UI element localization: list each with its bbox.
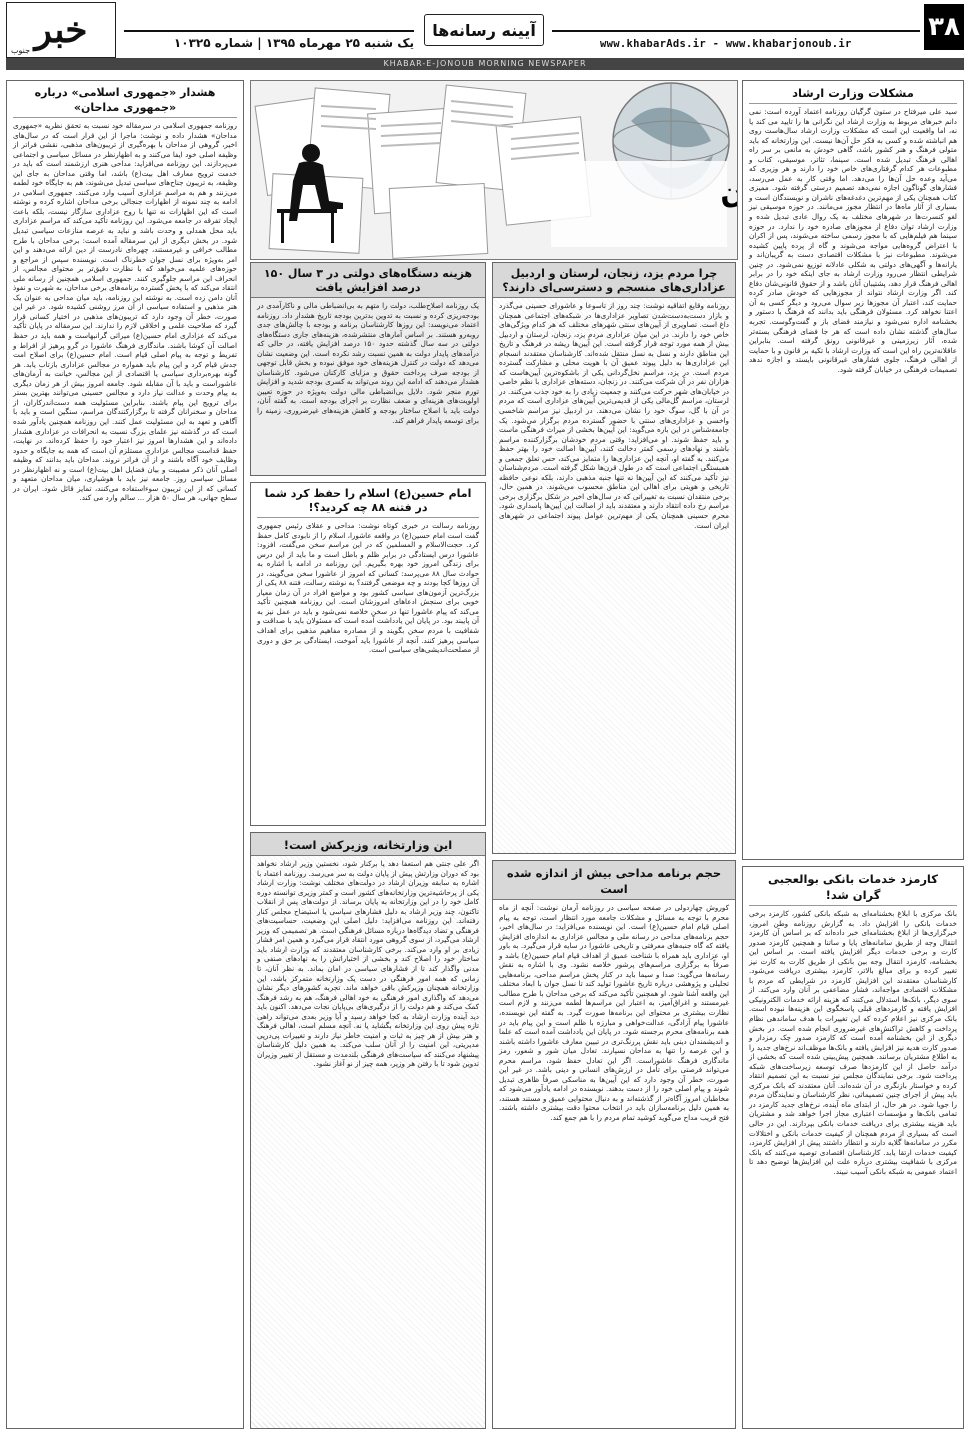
article-body: یک روزنامه اصلاح‌طلب، دولت را متهم به بی‌انضباطی مالی و ناکارآمدی در بودجه‌ریزی کرده و نسبت به تدوین بدترین بودجه تاریخ هشدار داد. روزنامه اعتماد می‌نویسد: این روزها کارشناسان برنامه و بودجه با چالش‌های جدی روبه‌رو هستند. بر اساس آمارهای منتشرشده، هزینه‌های جاری دستگاه‌های دولتی در سه سال گذشته حدود ۱۵۰ درصد افزایش یافته، در حالی که درآمدهای پایدار دولت به همین نسبت رشد نکرده است. این وضعیت نشان می‌دهد که دولت در کنترل هزینه‌های خود موفق نبوده و بخش قابل توجهی از بودجه صرف پرداخت حقوق و مزایای کارکنان می‌شود. کارشناسان هشدار می‌دهند که ادامه این روند می‌تواند به کسری بودجه شدید و افزایش تورم منجر شود. دلایل بی‌انضباطی مالی دولت به‌ویژه در حوزه تعیین اولویت‌های هزینه‌ای و ضعف نظارت بر اجرای بودجه است. به گفته آنان، دولت باید با اصلاح ساختار بودجه و کاهش هزینه‌های غیرضروری، زمینه را برای توسعه پایدار فراهم کند. — [257, 301, 480, 425]
article-title: هزینه دستگاه‌های دولتی در ۳ سال ۱۵۰ درصد افزایش یافت — [251, 263, 485, 298]
page-number: ۳۸ — [924, 4, 964, 50]
article-ershad-problems — [742, 80, 964, 860]
article-title: امام حسین(ع) اسلام را حفظ کرد شما در فتنه ۸۸ چه کردید؟! — [257, 483, 479, 518]
hero-illustration — [250, 80, 738, 260]
newspaper-logo[interactable] — [6, 2, 116, 58]
article-bank-fees — [742, 866, 964, 1429]
article-body: روزنامه رسالت در خبری کوتاه نوشت: مداحی و عقلای رئیس جمهوری گفت است امام حسین(ع) در واقعه عاشورا، اسلام را از نابودی کامل حفظ کرد. حجت‌الاسلام و المسلمین که در این مراسم سخن می‌گفت، افزود: عاشورا درس ایستادگی در برابر ظلم و باطل است و ما باید از این درس برای زندگی امروز خود بهره بگیریم. این روزنامه در ادامه با اشاره به حوادث سال ۸۸ می‌پرسد: کسانی که امروز از عاشورا سخن می‌گویند، در آن روزها کجا بودند و چه موضعی گرفتند؟ به نوشته رسالت، فتنه ۸۸ یکی از بزرگ‌ترین آزمون‌های سیاسی کشور بود و مواضع افراد در آن زمان معیار خوبی برای سنجش ادعاهای امروزشان است. این روزنامه همچنین تأکید می‌کند که پیام عاشورا تنها در سخن خلاصه نمی‌شود و باید در عمل نیز به آن پایبند بود. در پایان این یادداشت آمده است که مسئولان باید با صداقت و شفافیت با مردم سخن بگویند و از مصادره مفاهیم مذهبی برای اهداف سیاسی پرهیز کنند. آنچه از عاشورا باید آموخت، ایستادگی بر حق و دوری از مصلحت‌اندیشی‌های سیاسی است. — [257, 521, 480, 655]
logo-subtext: جنوب — [11, 46, 31, 55]
article-govt-expenses — [250, 262, 486, 476]
header-rule-right — [552, 30, 920, 32]
logo-text: خبر — [34, 9, 88, 51]
article-title: هشدار «جمهوری اسلامی» درباره «جمهوری مداحان» — [13, 81, 237, 118]
article-body: کوروش چهاردولی در صفحه سیاسی در روزنامه آرمان نوشت: آنچه از ماه محرم با توجه به مسائل و مشکلات جامعه مورد انتظار است، توجه به پیام اصلی قیام امام حسین(ع) است. این نویسنده می‌افزاید: در سال‌های اخیر، حجم برنامه‌های مداحی در رسانه ملی و مجالس عزاداری به اندازه‌ای افزایش یافته که گاه جنبه‌های معرفتی و تاریخی عاشورا در سایه قرار می‌گیرد. به باور او، عزاداری باید همراه با شناخت عمیق از اهداف قیام امام حسین(ع) باشد و صرفاً به برگزاری مراسم‌های پرشور خلاصه نشود. وی با اشاره به نقش رسانه‌ها می‌گوید: صدا و سیما باید در کنار پخش مراسم مداحی، برنامه‌هایی تحلیلی و پژوهشی درباره تاریخ عاشورا تولید کند تا نسل جوان با ابعاد مختلف این واقعه آشنا شود. او همچنین تأکید می‌کند که برخی مداحان با طرح مطالب غیرمستند و اغراق‌آمیز، به اعتبار این مراسم‌ها لطمه می‌زنند و لازم است نظارت بیشتری بر محتوای این برنامه‌ها صورت گیرد. به گفته این نویسنده، عاشورا پیام آزادگی، عدالت‌خواهی و مبارزه با ظلم است و این پیام باید در همه برنامه‌های محرم برجسته شود. در پایان این یادداشت آمده است که علما و اندیشمندان دینی باید نقش پررنگ‌تری در تبیین معارف عاشورا داشته باشند و این عرصه را تنها به مداحان نسپارند. تعادل میان شور و شعور، رمز ماندگاری فرهنگ عاشوراست. اگر این تعادل حفظ شود، مراسم محرم می‌تواند فرصتی برای تأمل در ارزش‌های انسانی و دینی باشد. در غیر این صورت، خطر آن وجود دارد که این آیین‌ها به مناسکی صرفاً ظاهری تبدیل شوند و پیام اصلی خود را از دست بدهند. نویسنده در ادامه یادآور می‌شود که مخاطبان امروز آگاه‌تر از گذشته‌اند و به دنبال محتوایی عمیق و مستند هستند، به همین دلیل برنامه‌سازان باید در انتخاب محتوا دقت بیشتری داشته باشند. فتح قریب مداح می‌گوید کوشید تمام مردم را با هم جمع کند. — [499, 903, 729, 1123]
article-title: کارمزد خدمات بانکی بوالعجبی گران شد! — [749, 867, 957, 906]
article-body: سید علی میرفتاح در ستون گرگیان روزنامه اعتماد آورده است: نمی دانم خبرهای مربوط به وزارت ارشاد این نگرانی ها را تایید می کند یا نه، اما واقعیت این است که مشکلات وزارت ارشاد سال‌هاست روی هم انباشته شده و کسی به فکر حل آن‌ها نیست. این وزارتخانه که باید متولی فرهنگ و هنر کشور باشد، گاهی خودش به مانعی بر سر راه اهالی فرهنگ تبدیل شده است. سینما، تئاتر، موسیقی، کتاب و مطبوعات هر کدام گرفتاری‌های خاص خود را دارند و هر وزیری که می‌آید وعده حل آن‌ها را می‌دهد. اما وقتی کار به عمل می‌رسد، فشارهای گوناگون اجازه نمی‌دهد تصمیم درستی گرفته شود. ممیزی کتاب همچنان یکی از مهم‌ترین دغدغه‌های ناشران و نویسندگان است و بسیاری از آثار ماه‌ها در انتظار مجوز می‌مانند. در حوزه موسیقی نیز لغو کنسرت‌ها در شهرهای مختلف به یک روال عادی تبدیل شده و وزارت ارشاد توان دفاع از مجوزهای صادره خود را ندارد. در حوزه سینما هم فیلم‌هایی که با مجوز رسمی ساخته می‌شوند، پس از اکران با اعتراض گروه‌هایی مواجه می‌شوند و گاه از پرده پایین کشیده می‌شوند. مطبوعات نیز با مشکلات اقتصادی دست به گریبان‌اند و یارانه‌ها و آگهی‌های دولتی به شکلی عادلانه توزیع نمی‌شود. در چنین شرایطی انتظار می‌رود وزارت ارشاد به جای اینکه خود را در برابر اهالی فرهنگ قرار دهد، پشتیبان آنان باشد و از حقوق قانونی‌شان دفاع کند. اگر وزارت ارشاد نتواند از مجوزهایی که خودش صادر کرده حمایت کند، اعتبار آن مجوزها زیر سوال می‌رود و دیگر کسی به آن اعتنا نخواهد کرد. مسئولان فرهنگی باید بدانند که فرهنگ با دستور و بخشنامه اداره نمی‌شود و نیازمند فضای باز و گفت‌وگوست. تجربه سال‌های گذشته نشان داده است که هر جا فضای فرهنگی بسته‌تر شده، آثار زیرزمینی و غیرقانونی رونق گرفته است. بنابراین عاقلانه‌ترین راه این است که وزارت ارشاد با تکیه بر قانون و با حمایت از اهالی فرهنگ، جلوی فشارهای غیرقانونی بایستد و اجازه ندهد تصمیمات فرهنگی در خیابان گرفته شود. — [749, 107, 957, 374]
article-title: این وزارتخانه، وزیرکش است! — [251, 833, 485, 856]
newspapers-illustration — [251, 81, 737, 259]
article-eulogists-republic — [6, 80, 244, 1429]
article-imam-hossein-88 — [250, 482, 486, 826]
article-body: روزنامه وقایع اتفاقیه نوشت: چند روز از تاسوعا و عاشورای حسینی می‌گذرد و بازار دست‌به‌دست‌شدن تصاویر عزاداری‌ها در شبکه‌های اجتماعی همچنان داغ است. تصاویری از آیین‌های سنتی شهرهای مختلف که هر کدام ویژگی‌های خاص خود را دارند. در این میان عزاداری مردم یزد، زنجان، لرستان و اردبیل بیش از همه مورد توجه قرار گرفته است. این آیین‌ها ریشه در فرهنگ و تاریخ این مناطق دارند و نسل به نسل منتقل شده‌اند. کارشناسان معتقدند انسجام این عزاداری‌ها به دلیل پیوند عمیق آن با هویت محلی و مشارکت گسترده مردم است. در یزد، مراسم نخل‌گردانی یکی از باشکوه‌ترین آیین‌هاست که هزاران نفر در آن شرکت می‌کنند. در زنجان، دسته‌های عزاداری با نظم خاصی در خیابان‌های شهر حرکت می‌کنند و جمعیت زیادی را به خود جذب می‌کنند. در لرستان، مراسم گل‌مالی یکی از قدیمی‌ترین آیین‌های عزاداری است که مردم در آن با گل، سوگ خود را نشان می‌دهند. در اردبیل نیز مراسم شاخسی واخسی و عزاداری‌های سنتی با حضور گسترده مردم برگزار می‌شود. یک جامعه‌شناس در این باره می‌گوید: این آیین‌ها بخشی از میراث فرهنگی ماست و باید حفظ شوند. او می‌افزاید: وقتی مردم خودشان برگزارکننده مراسم باشند و نهادهای رسمی کمتر دخالت کنند، آیین‌ها اصالت خود را بهتر حفظ می‌کنند. به گفته او، آنچه این عزاداری‌ها را متمایز می‌کند، حس تعلق جمعی و همبستگی اجتماعی است که در طول قرن‌ها شکل گرفته است. مردم‌شناسان نیز تأکید می‌کنند که این آیین‌ها نه تنها جنبه مذهبی دارند، بلکه نوعی حافظه تاریخی و هویتی برای اهالی این مناطق محسوب می‌شوند. در همین حال، برخی منتقدان نسبت به تغییراتی که در سال‌های اخیر در شکل برگزاری برخی مراسم رخ داده انتقاد دارند و معتقدند باید از اصالت این آیین‌ها پاسداری شود. محرم حسینی همچنان یکی از مهم‌ترین عوامل پیوند اجتماعی در شهرهای ایران است. — [493, 298, 735, 852]
website-urls[interactable]: www.khabarAds.ir - www.khabarjonoub.ir — [600, 38, 852, 50]
article-body: روزنامه جمهوری اسلامی در سرمقاله خود نسبت به تحقق نظریه «جمهوری مداحان» هشدار داده و نوشت: ماجرا از این قرار است که در سال‌های اخیر، گروهی از مداحان با بهره‌گیری از تریبون‌های مذهبی، نقشی فراتر از وظیفه اصلی خود ایفا می‌کنند و به اظهارنظر در مسائل سیاسی و اجتماعی می‌پردازند. این روزنامه می‌افزاید: مداحی هنری ارزشمند است که باید در خدمت ترویج معارف اهل بیت(ع) باشد، اما وقتی مداحان به جای این وظیفه، به تریبون جناح‌های سیاسی تبدیل می‌شوند، هم به جایگاه خود لطمه می‌زنند و هم به مراسم عزاداری آسیب وارد می‌کنند. جمهوری اسلامی در ادامه به چند نمونه از اظهارات جنجالی برخی مداحان اشاره کرده و نوشته است که این اظهارات نه تنها با روح عزاداری سازگار نیست، بلکه باعث ایجاد تفرقه در جامعه می‌شود. این روزنامه تأکید می‌کند که مراسم عزاداری باید محل همدلی و وحدت باشد و نباید به عرصه منازعات سیاسی تبدیل شود. در بخش دیگری از این سرمقاله آمده است: برخی مداحان با طرح مطالب خرافی و غیرمستند، چهره‌ای نادرست از دین ارائه می‌دهند و این امر به‌ویژه برای نسل جوان خطرناک است. نویسنده سپس از مراجع و حوزه‌های علمیه می‌خواهد که با نظارت دقیق‌تر بر محتوای مجالس، از انحراف این مراسم جلوگیری کنند. جمهوری اسلامی همچنین از رسانه ملی انتقاد می‌کند که با پخش گسترده برنامه‌های برخی مداحان، به شهرت و نفوذ آنان دامن زده است. به نوشته این روزنامه، باید میان مداحی به عنوان یک هنر مذهبی و استفاده سیاسی از آن مرز روشنی کشیده شود. در غیر این صورت، خطر آن وجود دارد که تریبون‌های مذهبی در اختیار کسانی قرار گیرد که صلاحیت علمی و اخلاقی لازم را ندارند. این سرمقاله در پایان تأکید می‌کند که عزاداری امام حسین(ع) میراثی گرانبهاست و همه باید در حفظ اصالت آن کوشا باشند. ماندگاری فرهنگ عاشورا در گرو پرهیز از افراط و تفریط و توجه به پیام اصلی قیام است. امام حسین(ع) برای اصلاح امت جدش قیام کرد و این پیام باید همواره در مجالس عزاداری بازتاب یابد. هر گونه بهره‌برداری سیاسی یا اقتصادی از این مجالس، خیانت به آرمان‌های عاشوراست و باید با آن مقابله شود. جامعه امروز بیش از هر زمان دیگری به پیام وحدت و عدالت نیاز دارد و مجالس حسینی می‌توانند بهترین بستر برای ترویج این پیام باشند. بنابراین مسئولیت همه دست‌اندرکاران، از مداحان و سخنرانان گرفته تا برگزارکنندگان مراسم، سنگین است و باید با آگاهی و تعهد به این مسئولیت عمل کنند. این روزنامه همچنین یادآور شده است که در گذشته نیز علمای بزرگ نسبت به انحرافات در عزاداری هشدار داده‌اند و این هشدارها امروز نیز اعتبار خود را حفظ کرده‌اند. در نهایت، حفظ قداست مجالس عزاداری مستلزم آن است که همه به جایگاه و حدود وظایف خود آگاه باشند و از آن فراتر نروند. مداحان باید بدانند که وظیفه اصلی آنان ذکر مصیبت و بیان فضایل اهل بیت(ع) است و نه اظهارنظر در مسائل سیاسی روز. جامعه نیز باید با هوشیاری، میان مداحان متعهد و کسانی که از این تریبون سوءاستفاده می‌کنند، تمایز قائل شود. ایران در سطح جهانی، ‌هر سال ۵۰ هزار ... سالم وارد می کند. — [13, 121, 237, 503]
hero-caption: آمین — [715, 163, 737, 210]
article-body: اگر علی جنتی هم استعفا دهد یا برکنار شود، نخستین وزیر ارشاد نخواهد بود که دوران وزارتش پیش از پایان دولت به سر می‌رسد. روزنامه اعتماد با اشاره به سابقه وزیران ارشاد در دولت‌های مختلف نوشت: وزارت ارشاد یکی از پرحاشیه‌ترین وزارتخانه‌های کشور است و کمتر وزیری توانسته دوره کامل خود را در این وزارتخانه به پایان برساند. از دولت‌های پس از انقلاب تاکنون، چند وزیر ارشاد به دلیل فشارهای سیاسی یا استیضاح مجلس کنار رفته‌اند. این روزنامه می‌افزاید: دلیل اصلی این وضعیت، حساسیت‌های فرهنگی و تضاد دیدگاه‌ها درباره مسائل فرهنگی است. هر تصمیمی که وزیر ارشاد می‌گیرد، از سوی گروهی مورد انتقاد قرار می‌گیرد و همین امر فشار زیادی بر او وارد می‌کند. برخی کارشناسان معتقدند که وزارت ارشاد باید ساختار خود را اصلاح کند و بخشی از اختیاراتش را به نهادهای صنفی و مدنی واگذار کند تا از فشارهای سیاسی در امان بماند. به نظر آنان، تا زمانی که همه امور فرهنگی در دست یک وزارتخانه متمرکز باشد، این وزارتخانه همچنان وزیرکش باقی خواهد ماند. تجربه کشورهای دیگر نشان می‌دهد که واگذاری امور فرهنگی به خود اهالی فرهنگ، هم به رشد فرهنگ کمک می‌کند و هم دولت را از درگیری‌های بی‌پایان نجات می‌دهد. اکنون باید دید آینده وزارت ارشاد به کجا خواهد رسید و آیا وزیر بعدی می‌تواند راهی تازه پیش روی این وزارتخانه بگشاید یا نه. آنچه مسلم است، اهالی فرهنگ و هنر بیش از هر چیز به ثبات و امنیت خاطر نیاز دارند و تغییرات پی‌درپی مدیریتی، این امنیت را از آنان سلب می‌کند. به همین دلیل کارشناسان پیشنهاد می‌کنند که سیاست‌های فرهنگی بلندمدت و مستقل از تغییر وزیران تدوین شود تا با رفتن هر وزیر، همه چیز از نو آغاز نشود. — [251, 856, 485, 1422]
article-ministry-minister-killer — [250, 832, 486, 1429]
masthead — [0, 0, 970, 58]
article-title: حجم برنامه مداحی بیش از اندازه شده است — [493, 861, 735, 900]
article-title: مشکلات وزارت ارشاد — [749, 81, 957, 104]
section-title: آیینه رسانه‌ها — [424, 14, 544, 46]
article-eulogy-volume — [492, 860, 736, 1429]
article-mourning-cities — [492, 262, 736, 854]
header-strip: KHABAR-E-JONOUB MORNING NEWSPAPER — [6, 58, 964, 70]
date-issue: یک شنبه ۲۵ مهرماه ۱۳۹۵ | شماره ۱۰۳۲۵ — [173, 36, 414, 50]
header-rule-left — [124, 30, 414, 32]
article-body: بانک مرکزی با ابلاغ بخشنامه‌ای به شبکه بانکی کشور، کارمزد برخی خدمات بانکی را افزایش داد. به گزارش روزنامه وطن امروز، خبرگزاری‌ها از ابلاغ بخشنامه‌ای خبر داده‌اند که بر اساس آن کارمزد انتقال وجه از طریق سامانه‌های پایا و ساتنا و همچنین کارمزد صدور کارت و برخی خدمات دیگر افزایش یافته است. بر اساس این بخشنامه، کارمزد انتقال وجه بین بانکی از طریق کارت به کارت نیز تغییر کرده و برای مبالغ بالاتر، کارمزد بیشتری دریافت می‌شود. کارشناسان معتقدند این افزایش کارمزد در شرایطی که مردم با مشکلات اقتصادی مواجه‌اند، فشار مضاعفی بر آنان وارد می‌کند. از سوی دیگر، بانک‌ها استدلال می‌کنند که هزینه ارائه خدمات الکترونیکی افزایش یافته و کارمزدهای قبلی پاسخگوی این هزینه‌ها نبوده است. بانک مرکزی نیز اعلام کرده که این تغییرات با هدف ساماندهی نظام پرداخت و کاهش تراکنش‌های غیرضروری انجام شده است. در بخش دیگری از این بخشنامه آمده است که کارمزد صدور چک رمزدار و صدور کارت هدیه نیز افزایش یافته و بانک‌ها موظف‌اند نرخ‌های جدید را به اطلاع مشتریان برسانند. همچنین پیش‌بینی شده است که بخشی از درآمد حاصل از این کارمزدها صرف توسعه زیرساخت‌های شبکه پرداخت شود. برخی نمایندگان مجلس نیز نسبت به این تصمیم انتقاد کرده و خواستار بازنگری در آن شده‌اند. آنان معتقدند که بانک مرکزی باید پیش از اجرای چنین تصمیماتی، نظر کارشناسان و نمایندگان مردم را جویا شود. در هر حال، از ابتدای ماه آینده، نرخ‌های جدید کارمزد در تمامی بانک‌ها و مؤسسات اعتباری مجاز اجرا خواهد شد و مشتریان باید هزینه بیشتری برای دریافت خدمات بانکی بپردازند. این در حالی است که بسیاری از مردم همچنان از کیفیت خدمات بانکی و اختلالات مکرر در سامانه‌ها گلایه دارند و انتظار داشتند پیش از افزایش کارمزد، کیفیت خدمات ارتقا یابد. کارشناسان اقتصادی توصیه می‌کنند که بانک مرکزی با شفافیت بیشتری درباره علت این افزایش‌ها توضیح دهد تا اعتماد عمومی به شبکه بانکی آسیب نبیند. — [749, 909, 957, 1176]
article-title: چرا مردم یزد، زنجان، لرستان و اردبیل عزاداری‌های منسجم و دسترسی‌ای دارند؟ — [493, 263, 735, 298]
